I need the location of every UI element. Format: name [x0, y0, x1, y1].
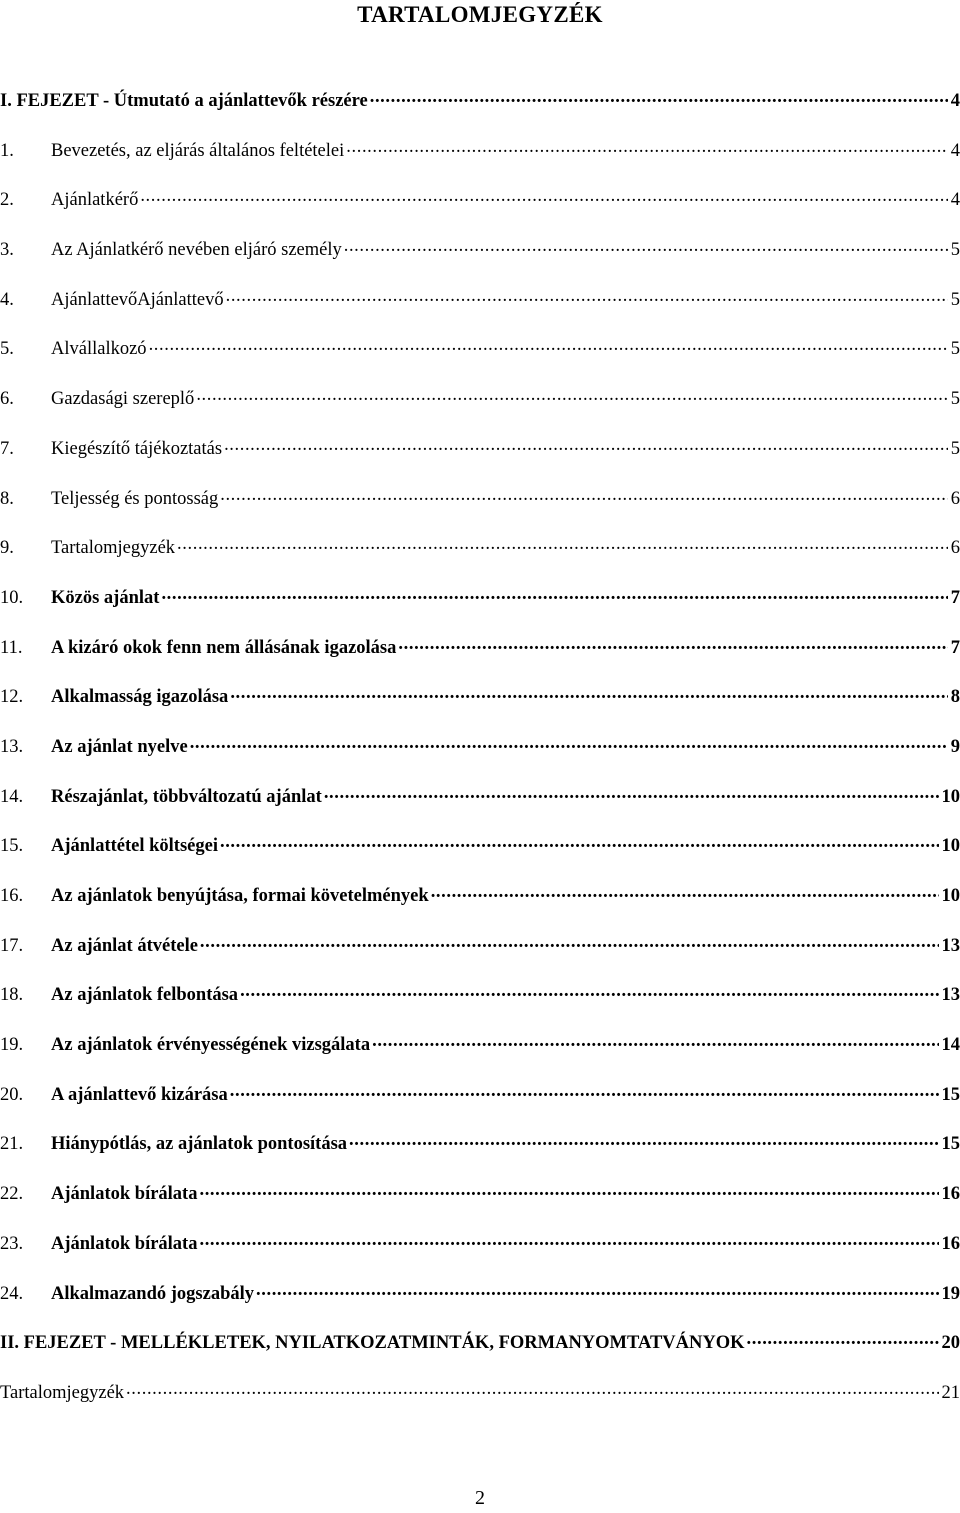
toc-entry-page: 15 [941, 1084, 960, 1105]
toc-dot-leader [220, 484, 948, 504]
toc-entry-number: 4. [0, 289, 14, 310]
toc-entry[interactable] [0, 931, 960, 981]
toc-entry[interactable] [0, 185, 960, 235]
toc-entry-page: 16 [941, 1184, 960, 1205]
toc-entry-title: Alvállalkozó [51, 339, 147, 360]
toc-entry-number: 23. [0, 1233, 24, 1254]
toc-entry-number: 15. [0, 836, 24, 857]
toc-entry-number: 6. [0, 389, 14, 410]
toc-dot-leader [370, 86, 948, 106]
toc-dot-leader [346, 136, 947, 156]
toc-dot-leader [344, 235, 948, 255]
toc-entry[interactable] [0, 732, 960, 782]
toc-entry-title: Alkalmasság igazolása [51, 687, 229, 708]
page-number: 2 [475, 1487, 485, 1509]
toc-dot-leader [230, 682, 947, 702]
toc-entry[interactable] [0, 980, 960, 1030]
toc-dot-leader [240, 980, 938, 1000]
toc-entry-number: 16. [0, 886, 24, 906]
toc-entry[interactable] [0, 384, 960, 434]
toc-entry-number: 21. [0, 1134, 24, 1155]
toc-dot-leader [149, 334, 948, 354]
toc-entry-number: 7. [0, 438, 14, 459]
toc-entry-page: 5 [950, 339, 960, 360]
toc-entry-page: 10 [941, 836, 960, 857]
toc-entry-number: 5. [0, 339, 14, 360]
toc-entry-page: 10 [941, 886, 960, 906]
toc-entry-number: 1. [0, 140, 14, 161]
toc-dot-leader [161, 583, 947, 603]
toc-dot-leader [199, 1229, 938, 1249]
toc-entry-title: Hiánypótlás, az ajánlatok pontosítása [51, 1134, 348, 1155]
toc-entry-title: Közös ajánlat [51, 587, 160, 608]
toc-entry[interactable] [0, 1030, 960, 1080]
toc-dot-leader [349, 1129, 938, 1149]
toc-entry-title: Az ajánlat nyelve [51, 736, 188, 757]
toc-entry-title: Bevezetés, az eljárás általános feltételei [51, 140, 345, 161]
toc-entry[interactable] [0, 86, 960, 136]
toc-entry-title: Teljesség és pontosság [51, 488, 219, 509]
toc-entry-number: 9. [0, 538, 14, 559]
toc-entry-number: 14. [0, 786, 24, 807]
table-of-contents [0, 86, 960, 1428]
toc-entry-page: 13 [941, 985, 960, 1006]
toc-entry-page: 10 [941, 786, 960, 807]
toc-entry-title: Tartalomjegyzék [51, 538, 176, 559]
toc-dot-leader [230, 1080, 939, 1100]
toc-dot-leader [126, 1378, 938, 1398]
toc-entry-page: 4 [950, 91, 960, 111]
toc-entry-page: 5 [950, 240, 960, 261]
toc-dot-leader [200, 931, 939, 951]
toc-entry-page: 7 [950, 587, 960, 608]
toc-entry-page: 5 [950, 289, 960, 310]
toc-dot-leader [372, 1030, 938, 1050]
toc-entry-page: 4 [950, 190, 960, 211]
toc-entry-number: 22. [0, 1184, 24, 1205]
toc-entry-title: Az ajánlatok érvényességének vizsgálata [51, 1035, 371, 1056]
toc-dot-leader [190, 732, 948, 752]
toc-entry-page: 7 [950, 637, 960, 658]
toc-entry[interactable] [0, 1080, 960, 1130]
toc-entry[interactable] [0, 1378, 960, 1428]
toc-dot-leader [220, 831, 939, 851]
toc-entry-title: I. FEJEZET - Útmutató a ajánlattevők részére [0, 91, 368, 111]
toc-entry[interactable] [0, 1179, 960, 1229]
toc-entry-number: 10. [0, 587, 24, 608]
toc-entry-title: Az ajánlat átvétele [51, 935, 198, 956]
toc-entry-title: Tartalomjegyzék [0, 1382, 125, 1403]
toc-entry-page: 15 [941, 1134, 960, 1155]
toc-entry-page: 6 [950, 538, 960, 559]
toc-entry[interactable] [0, 1229, 960, 1279]
toc-dot-leader [199, 1179, 938, 1199]
toc-entry[interactable] [0, 881, 960, 931]
toc-entry-page: 4 [950, 140, 960, 161]
page-title: TARTALOMJEGYZÉK [357, 2, 603, 27]
toc-entry-number: 24. [0, 1283, 24, 1304]
toc-dot-leader [177, 533, 948, 553]
toc-entry-number: 3. [0, 240, 14, 261]
toc-dot-leader [224, 434, 948, 454]
toc-entry[interactable] [0, 1328, 960, 1378]
toc-entry-number: 2. [0, 190, 14, 211]
toc-entry-page: 21 [941, 1382, 960, 1403]
toc-entry[interactable] [0, 633, 960, 683]
toc-entry-page: 20 [941, 1333, 960, 1354]
toc-entry-page: 13 [941, 935, 960, 956]
toc-entry-title: Ajánlatkérő [51, 190, 139, 211]
toc-entry-page: 6 [950, 488, 960, 509]
toc-entry-title: A ajánlattevő kizárása [51, 1084, 228, 1105]
toc-entry[interactable] [0, 136, 960, 186]
toc-entry[interactable] [0, 782, 960, 832]
toc-entry-title: Az ajánlatok felbontása [51, 985, 239, 1006]
toc-dot-leader [398, 633, 947, 653]
toc-entry-page: 19 [941, 1283, 960, 1304]
toc-entry[interactable] [0, 434, 960, 484]
toc-entry-number: 11. [0, 637, 23, 658]
toc-entry-title: Az Ajánlatkérő nevében eljáró személy [51, 240, 342, 261]
toc-entry[interactable] [0, 682, 960, 732]
toc-entry[interactable] [0, 285, 960, 335]
toc-entry[interactable] [0, 235, 960, 285]
toc-entry-page: 14 [941, 1035, 960, 1056]
toc-entry-title: Az ajánlatok benyújtása, formai követelmények [51, 886, 429, 906]
toc-dot-leader [140, 185, 947, 205]
toc-entry-number: 12. [0, 687, 24, 708]
toc-entry-number: 18. [0, 985, 24, 1006]
toc-entry[interactable] [0, 484, 960, 534]
toc-entry-title: II. FEJEZET - MELLÉKLETEK, NYILATKOZATMINTÁK, FORMANYOMTATVÁNYOK [0, 1333, 745, 1354]
toc-dot-leader [226, 285, 948, 305]
toc-entry-title: Gazdasági szereplő [51, 389, 195, 410]
toc-entry-title: Részajánlat, többváltozatú ajánlat [51, 786, 322, 807]
toc-entry-page: 9 [950, 736, 960, 757]
toc-entry-title: Kiegészítő tájékoztatás [51, 438, 223, 459]
toc-entry[interactable] [0, 334, 960, 384]
toc-dot-leader [256, 1279, 938, 1299]
toc-entry[interactable] [0, 533, 960, 583]
toc-entry-title: Alkalmazandó jogszabály [51, 1283, 255, 1304]
toc-entry-page: 5 [950, 438, 960, 459]
toc-dot-leader [196, 384, 947, 404]
toc-entry-title: AjánlattevőAjánlattevő [51, 289, 224, 310]
toc-entry-number: 13. [0, 736, 24, 757]
toc-dot-leader [747, 1328, 939, 1348]
toc-entry-number: 17. [0, 935, 24, 956]
toc-entry[interactable] [0, 831, 960, 881]
toc-entry-title: Ajánlattétel költségei [51, 836, 218, 857]
toc-entry-title: A kizáró okok fenn nem állásának igazolása [51, 637, 397, 658]
toc-entry-title: Ajánlatok bírálata [51, 1233, 198, 1254]
toc-entry[interactable] [0, 1129, 960, 1179]
toc-entry-title: Ajánlatok bírálata [51, 1184, 198, 1205]
toc-entry-number: 19. [0, 1035, 24, 1056]
toc-entry-page: 16 [941, 1233, 960, 1254]
toc-dot-leader [324, 782, 939, 802]
toc-dot-leader [431, 881, 939, 901]
toc-entry-number: 20. [0, 1084, 24, 1105]
toc-entry-page: 8 [950, 687, 960, 708]
toc-entry-number: 8. [0, 488, 14, 509]
toc-entry-page: 5 [950, 389, 960, 410]
toc-entry[interactable] [0, 583, 960, 633]
toc-entry[interactable] [0, 1279, 960, 1329]
